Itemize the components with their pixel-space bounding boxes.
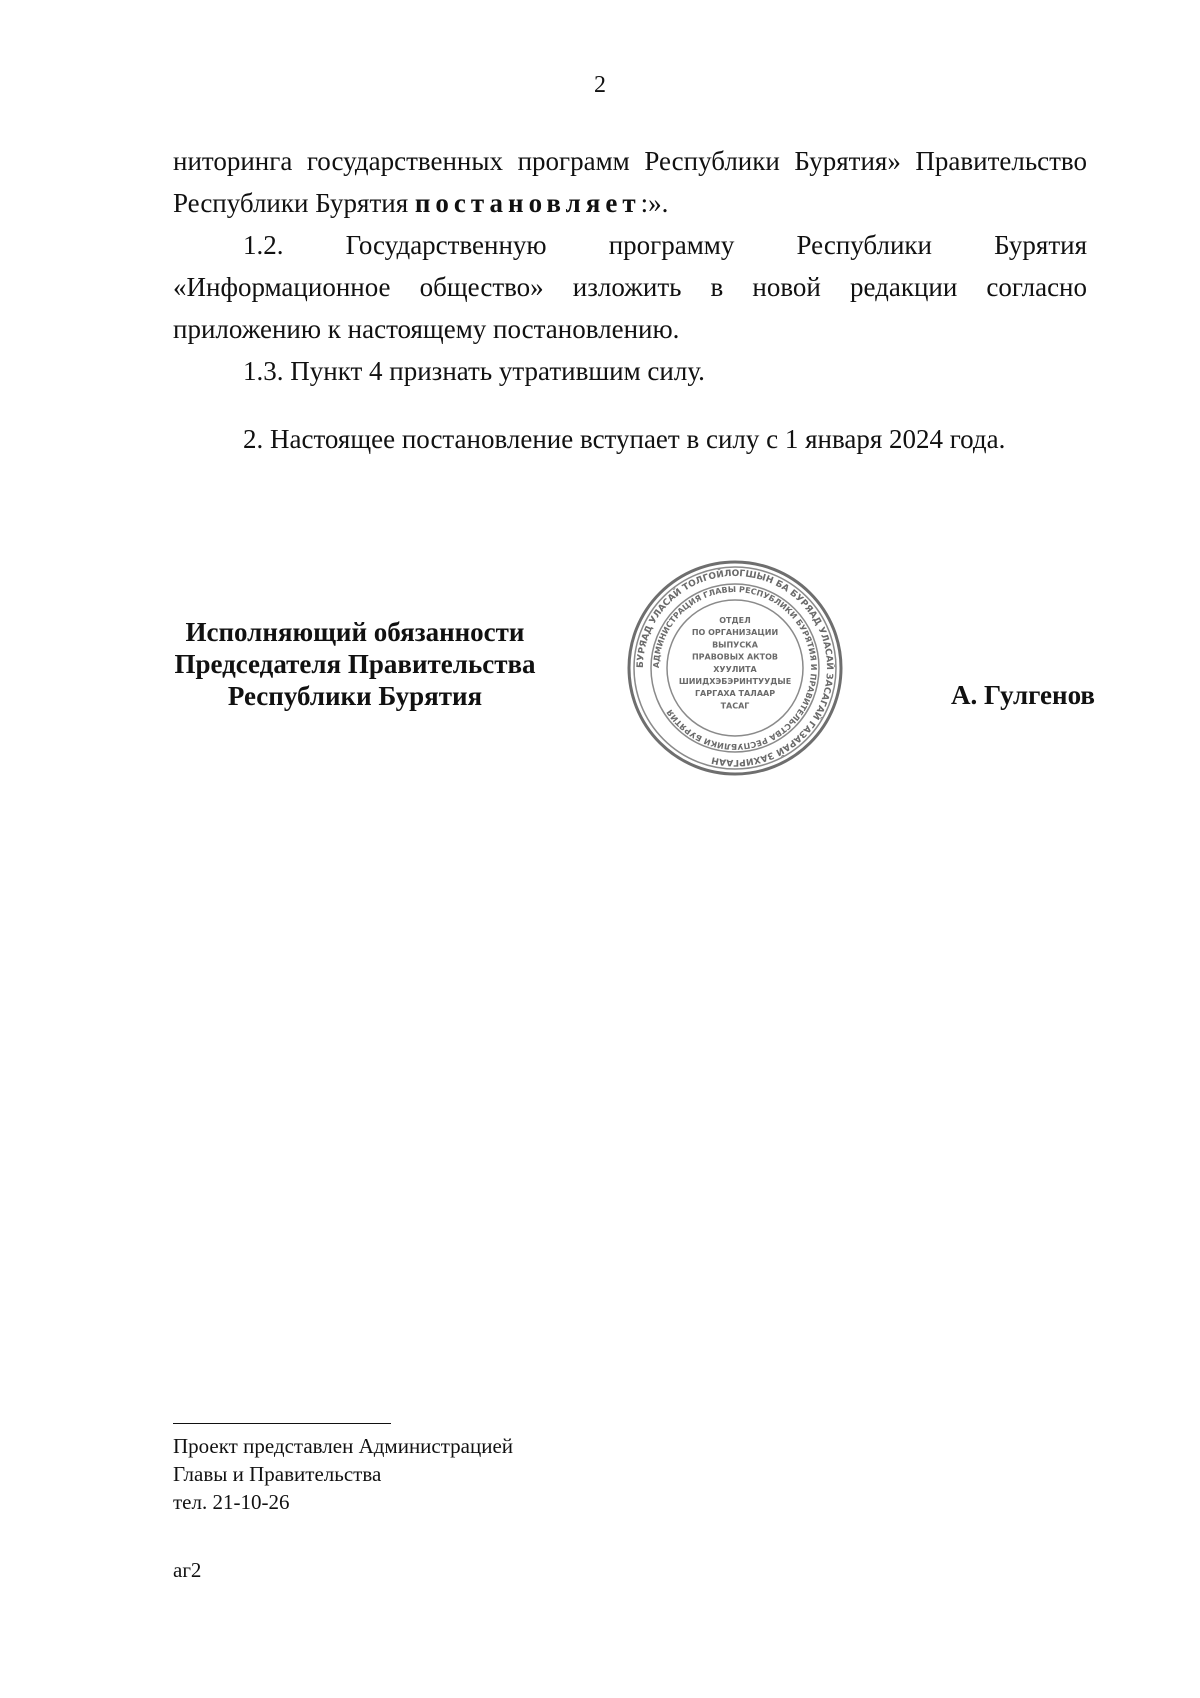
seal-center-line: ОТДЕЛ (719, 616, 751, 625)
seal-center-line: ПРАВОВЫХ АКТОВ (691, 652, 779, 662)
page-number: 2 (594, 72, 606, 98)
seal-center-line: ХУУЛИТА (713, 664, 757, 674)
document-body (173, 140, 1087, 460)
seal-outer-text: БУРЯАД УЛАСАЙ ТОЛГОЙЛОГШЫН БА БУРЯАД УЛАСАЙ ЗАСАГАЙ ГАЗАРАЙ ЗАХИРГААН (635, 568, 835, 768)
preamble-text: ниторинга государственных программ Республики Бурятия» Правительство Республики Бурятия (173, 146, 1087, 218)
seal-center-line: ТАСАГ (720, 701, 750, 711)
footnote-line: Главы и Правительства (173, 1462, 382, 1486)
paragraph-preamble-end (173, 140, 1087, 224)
footnote (173, 1432, 513, 1516)
signatory-title-line: Республики Бурятия (227, 681, 483, 711)
footnote-divider (173, 1423, 391, 1424)
document-code: аг2 (173, 1558, 202, 1582)
official-seal (625, 557, 845, 779)
paragraph-1-3: 1.3. Пункт 4 признать утратившим силу. (243, 356, 705, 386)
seal-inner-text: АДМИНИСТРАЦИЯ ГЛАВЫ РЕСПУБЛИКИ БУРЯТИЯ И ПРАВИТЕЛЬСТВА РЕСПУБЛИКИ БУРЯТИЯ (651, 584, 819, 752)
signatory-name: А. Гулгенов (951, 680, 1095, 710)
preamble-tail: :». (640, 188, 669, 218)
seal-center-line: ГАРГАХА ТАЛААР (694, 689, 776, 699)
signatory-title-line: Председателя Правительства (174, 649, 536, 679)
seal-center-line: ВЫПУСКА (712, 640, 758, 650)
resolves-word: постановляет (414, 188, 641, 218)
footnote-line: тел. 21-10-26 (173, 1490, 290, 1514)
seal-center-line: ШИИДХЭБЭРИНТУУДЫЕ (678, 677, 792, 686)
footnote-line: Проект представлен Администрацией (173, 1434, 514, 1458)
signatory-title-line: Исполняющий обязанности (185, 617, 525, 647)
paragraph-2: 2. Настоящее постановление вступает в силу с 1 января 2024 года. (243, 424, 1006, 454)
signatory-title (150, 616, 560, 712)
seal-center-line: ПО ОРГАНИЗАЦИИ (691, 628, 779, 638)
paragraph-1-2: 1.2. Государственную программу Республики Бурятия «Информационное общество» изложить в новой редакции согласно приложению к настоящему постановлению. (173, 230, 1087, 344)
